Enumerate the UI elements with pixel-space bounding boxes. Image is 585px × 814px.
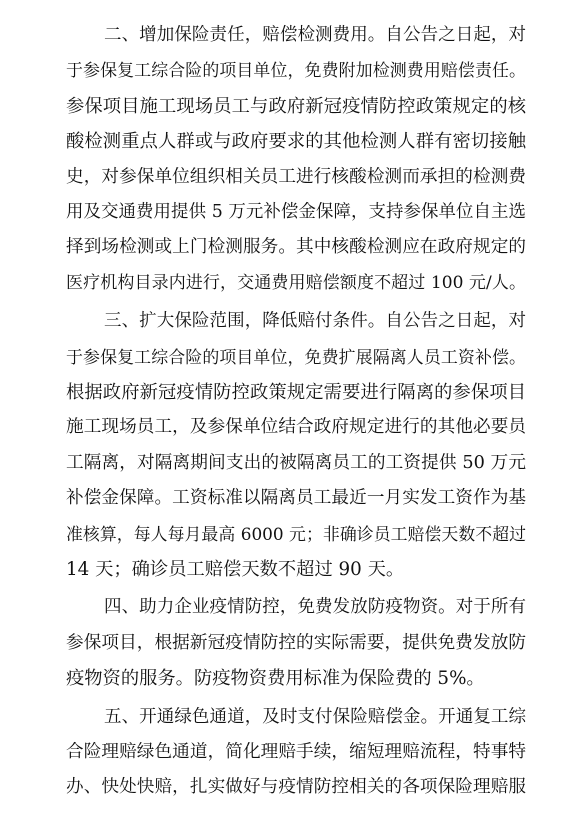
paragraph-1-line-8: 医疗机构目录内进行，交通费用赔偿额度不超过 100 元/人。: [66, 272, 526, 293]
paragraph-1-line-5: 史，对参保单位组织相关员工进行核酸检测而承担的检测费: [66, 166, 526, 187]
paragraph-4-line-2: 合险理赔绿色通道，简化理赔手续，缩短理赔流程，特事特: [66, 742, 526, 762]
paragraph-1-line-7: 择到场检测或上门检测服务。其中核酸检测应在政府规定的: [66, 237, 526, 258]
paragraph-2-line-7: 准核算，每人每月最高 6000 元；非确诊员工赔偿天数不超过: [66, 523, 526, 544]
paragraph-1-line-4: 酸检测重点人群或与政府要求的其他检测人群有密切接触: [66, 131, 526, 153]
paragraph-4-line-3: 办、快处快赔，扎实做好与疫情防控相关的各项保险理赔服: [66, 777, 526, 798]
paragraph-2-line-6: 补偿金保障。工资标准以隔离员工最近一月实发工资作为基: [66, 488, 526, 509]
paragraph-3-line-3: 疫物资的服务。防疫物资费用标准为保险费的 5%。: [66, 668, 485, 690]
paragraph-3-line-1: 四、助力企业疫情防控，免费发放防疫物资。对于所有: [104, 597, 526, 618]
paragraph-2-line-3: 根据政府新冠疫情防控政策规定需要进行隔离的参保项目: [66, 382, 526, 403]
paragraph-4-line-1: 五、开通绿色通道，及时支付保险赔偿金。开通复工综: [104, 706, 526, 727]
paragraph-3-line-2: 参保项目，根据新冠疫情防控的实际需要，提供免费发放防: [66, 632, 526, 653]
paragraph-2-line-5: 工隔离，对隔离期间支出的被隔离员工的工资提供 50 万元: [66, 452, 526, 473]
paragraph-1-line-2: 于参保复工综合险的项目单位，免费附加检测费用赔偿责任。: [66, 60, 526, 81]
paragraph-1-line-3: 参保项目施工现场员工与政府新冠疫情防控政策规定的核: [66, 95, 526, 117]
paragraph-2-line-8: 14 天；确诊员工赔偿天数不超过 90 天。: [66, 559, 405, 580]
paragraph-2-line-2: 于参保复工综合险的项目单位，免费扩展隔离人员工资补偿。: [66, 346, 526, 367]
paragraph-1-line-1: 二、增加保险责任，赔偿检测费用。自公告之日起，对: [104, 25, 526, 45]
paragraph-1-line-6: 用及交通费用提供 5 万元补偿金保障，支持参保单位自主选: [66, 202, 526, 222]
paragraph-2-line-4: 施工现场员工，及参保单位结合政府规定进行的其他必要员: [66, 417, 526, 438]
paragraph-2-line-1: 三、扩大保险范围，降低赔付条件。自公告之日起，对: [104, 311, 526, 332]
